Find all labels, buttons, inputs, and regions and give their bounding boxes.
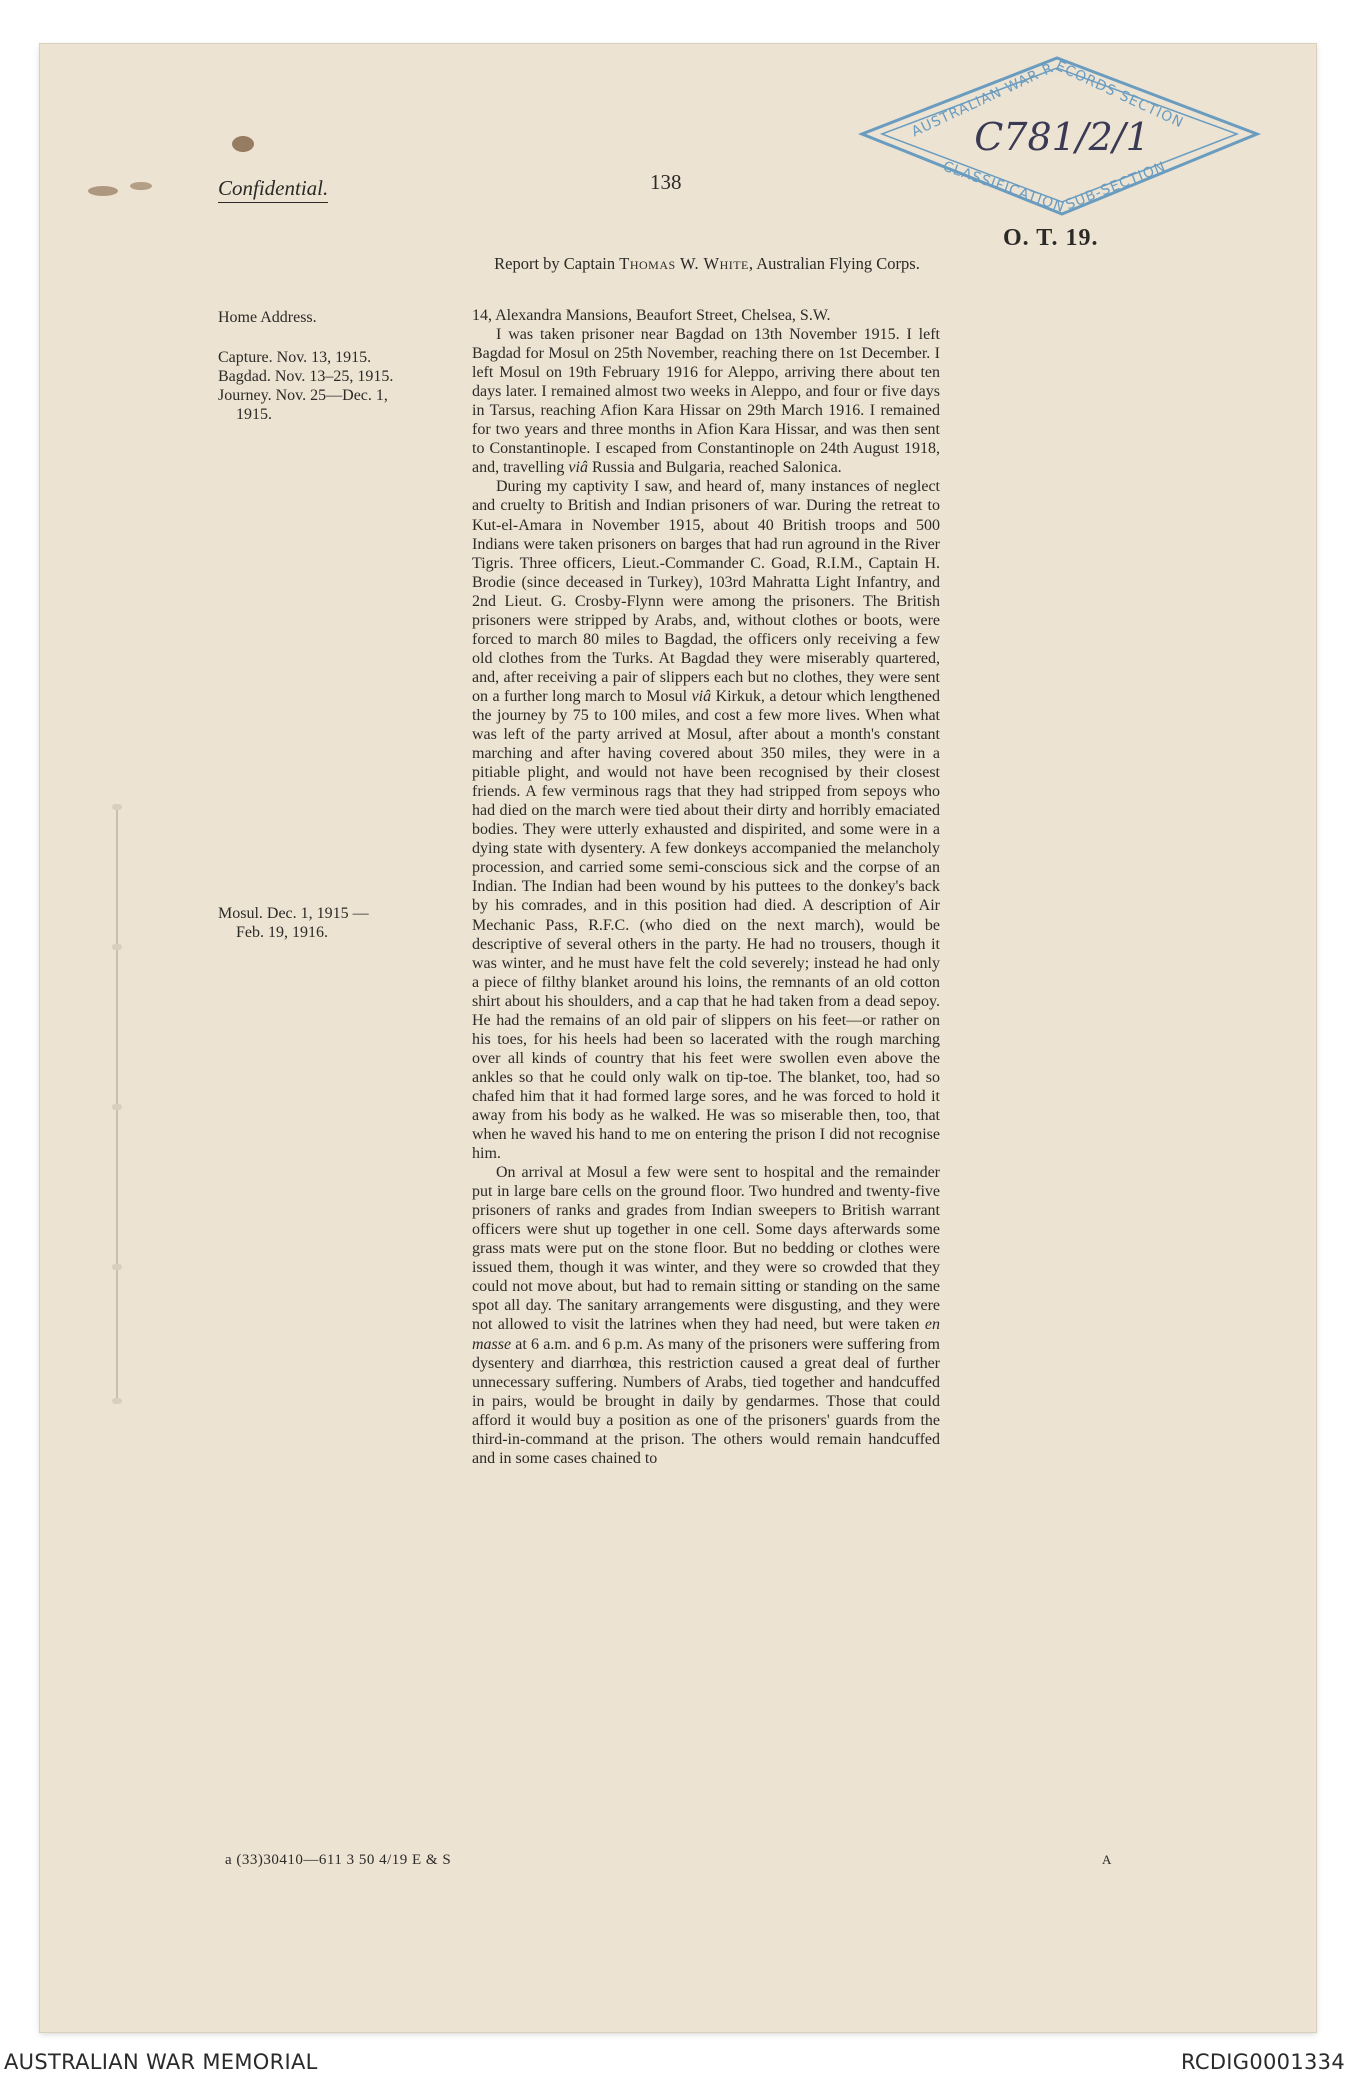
archive-caption: AUSTRALIAN WAR MEMORIAL [4,2050,318,2074]
margin-journey: Journey. Nov. 25—Dec. 1, [218,387,388,404]
stamp-handwritten-number: C781/2/1 [974,115,1150,159]
ink-stain [232,136,254,152]
report-title-prefix: Report by Captain [494,254,616,273]
archive-id: RCDIG0001334 [1181,2050,1345,2074]
margin-bagdad: Bagdad. Nov. 13–25, 1915. [218,368,394,385]
document-code: O. T. 19. [1003,225,1099,251]
margin-note-mosul [218,904,369,942]
paragraph-3: On arrival at Mosul a few were sent to hospital and the remainder put in large bare cells on the ground floor. Two hundred and twenty-five prisoners of ranks and grades from Indian sweepers to British warrant officers were shut up together in one cell. Some days afterwards some grass mats were put on the stone floor. But no bedding or clothes were issued them, though it was winter, and they were so crowded that they could not move about, but had to remain sitting or standing on the same spot all day. The sanitary arrangements were disgusting, and they were not allowed to visit the latrines when they had need, but were taken en masse at 6 a.m. and 6 p.m. As many of the prisoners were suffering from dysentery and diarrhœa, this restriction caused a great deal of further unnecessary suffering. Numbers of Arabs, tied together and handcuffed in pairs, would be brought in daily by gendarmes. Those that could afford it would buy a position as one of the prisoners' guards from the third-in-command at the prison. The others would remain handcuffed and in some cases chained to [472,1164,940,1467]
margin-mosul-cont: Feb. 19, 1916. [236,924,328,941]
ink-stain [130,182,152,190]
margin-note-home [218,308,317,327]
margin-journey-cont: 1915. [236,406,272,423]
signature-mark: A [1102,1852,1112,1867]
records-section-stamp [852,52,1272,222]
paragraph-1: I was taken prisoner near Bagdad on 13th November 1915. I left Bagdad for Mosul on 25th November, reaching there on 1st December. I left Mosul on 19th February 1916 for Aleppo, arriving there about ten days later. I remained almost two weeks in Aleppo, and four or five days in Tarsus, reaching Afion Kara Hissar on 29th March 1916. I remained for two years and three months in Afion Kara Hissar, and was then sent to Constantinople. I escaped from Constantinople on 24th August 1918, and, travelling viâ Russia and Bulgaria, reached Salonica. [472,326,940,477]
home-address: 14, Alexandra Mansions, Beaufort Street, Chelsea, S.W. [472,307,831,324]
printer-imprint: a (33)30410—611 3 50 4/19 E & S [225,1852,452,1868]
stamp-top-text: AUSTRALIAN WAR RECORDS SECTION [909,58,1187,141]
svg-text:CLASSIFICATION SUB-SECTION [941,159,1169,216]
report-body [472,306,940,1468]
margin-home-address: Home Address. [218,309,317,326]
margin-capture: Capture. Nov. 13, 1915. [218,349,372,366]
binding-thread [112,804,122,1404]
paragraph-2: During my captivity I saw, and heard of, many instances of neglect and cruelty to British and Indian prisoners of war. During the retreat to Kut-el-Amara in November 1915, about 40 British troops and 500 Indians were taken prisoners on barges that had run aground in the River Tigris. Three officers, Lieut.-Commander C. Goad, R.I.M., Captain H. Brodie (since deceased in Turkey), 103rd Mahratta Light Infantry, and 2nd Lieut. G. Crosby-Flynn were among the prisoners. The British prisoners were stripped by Arabs, and, without clothes or boots, were forced to march 80 miles to Bagdad, the officers only receiving a few old clothes from the Turks. At Bagdad they were miserably quartered, and, after receiving a pair of slippers each but no clothes, they were sent on a further long march to Mosul viâ Kirkuk, a detour which lengthened the journey by 75 to 100 miles, and cost a few more lives. When what was left of the party arrived at Mosul, after about a month's constant marching and after having covered about 350 miles, they were in a pitiable plight, and would not have been recognised by their closest friends. A few verminous rags that they had stripped from sepoys who had died on the march were tied about their dirty and horribly emaciated bodies. They were utterly exhausted and dispirited, and some were in a dying state with dysentery. A few donkeys accompanied the melancholy procession, and carried some semi-conscious sick and the corpse of an Indian. The Indian had been wound by his puttees to the donkey's back by his comrades, and in this position had died. A description of Air Mechanic Pass, R.F.C. (who died on the next march), would be descriptive of several others in the party. He had no trousers, though it was winter, and he must have felt the cold severely; instead he had only a piece of filthy blanket around his loins, the remnants of an old cotton shirt about his shoulders, and a cap that he had taken from a dead sepoy. He had the remains of an old pair of slippers on his feet—or rather on his toes, for his heels had been so lacerated with the rough marching over all kinds of country that his feet were swollen even above the ankles so that he could only walk on tip-toe. The blanket, too, had so chafed him that it had formed large sores, and he was forced to hold it away from his body as he walked. He was so miserable then, too, that when he waved his hand to me on entering the prison I did not recognise him. [472,478,940,1163]
margin-note-dates [218,348,393,424]
report-title [472,254,942,274]
margin-mosul: Mosul. Dec. 1, 1915 — [218,905,369,922]
report-author: Thomas W. White [619,254,749,273]
page-number: 138 [650,170,682,194]
confidential-label: Confidential. [218,176,328,203]
report-title-suffix: , Australian Flying Corps. [748,254,920,273]
ink-stain [88,186,118,196]
stamp-bottom-text: CLASSIFICATION SUB-SECTION [940,158,1169,217]
